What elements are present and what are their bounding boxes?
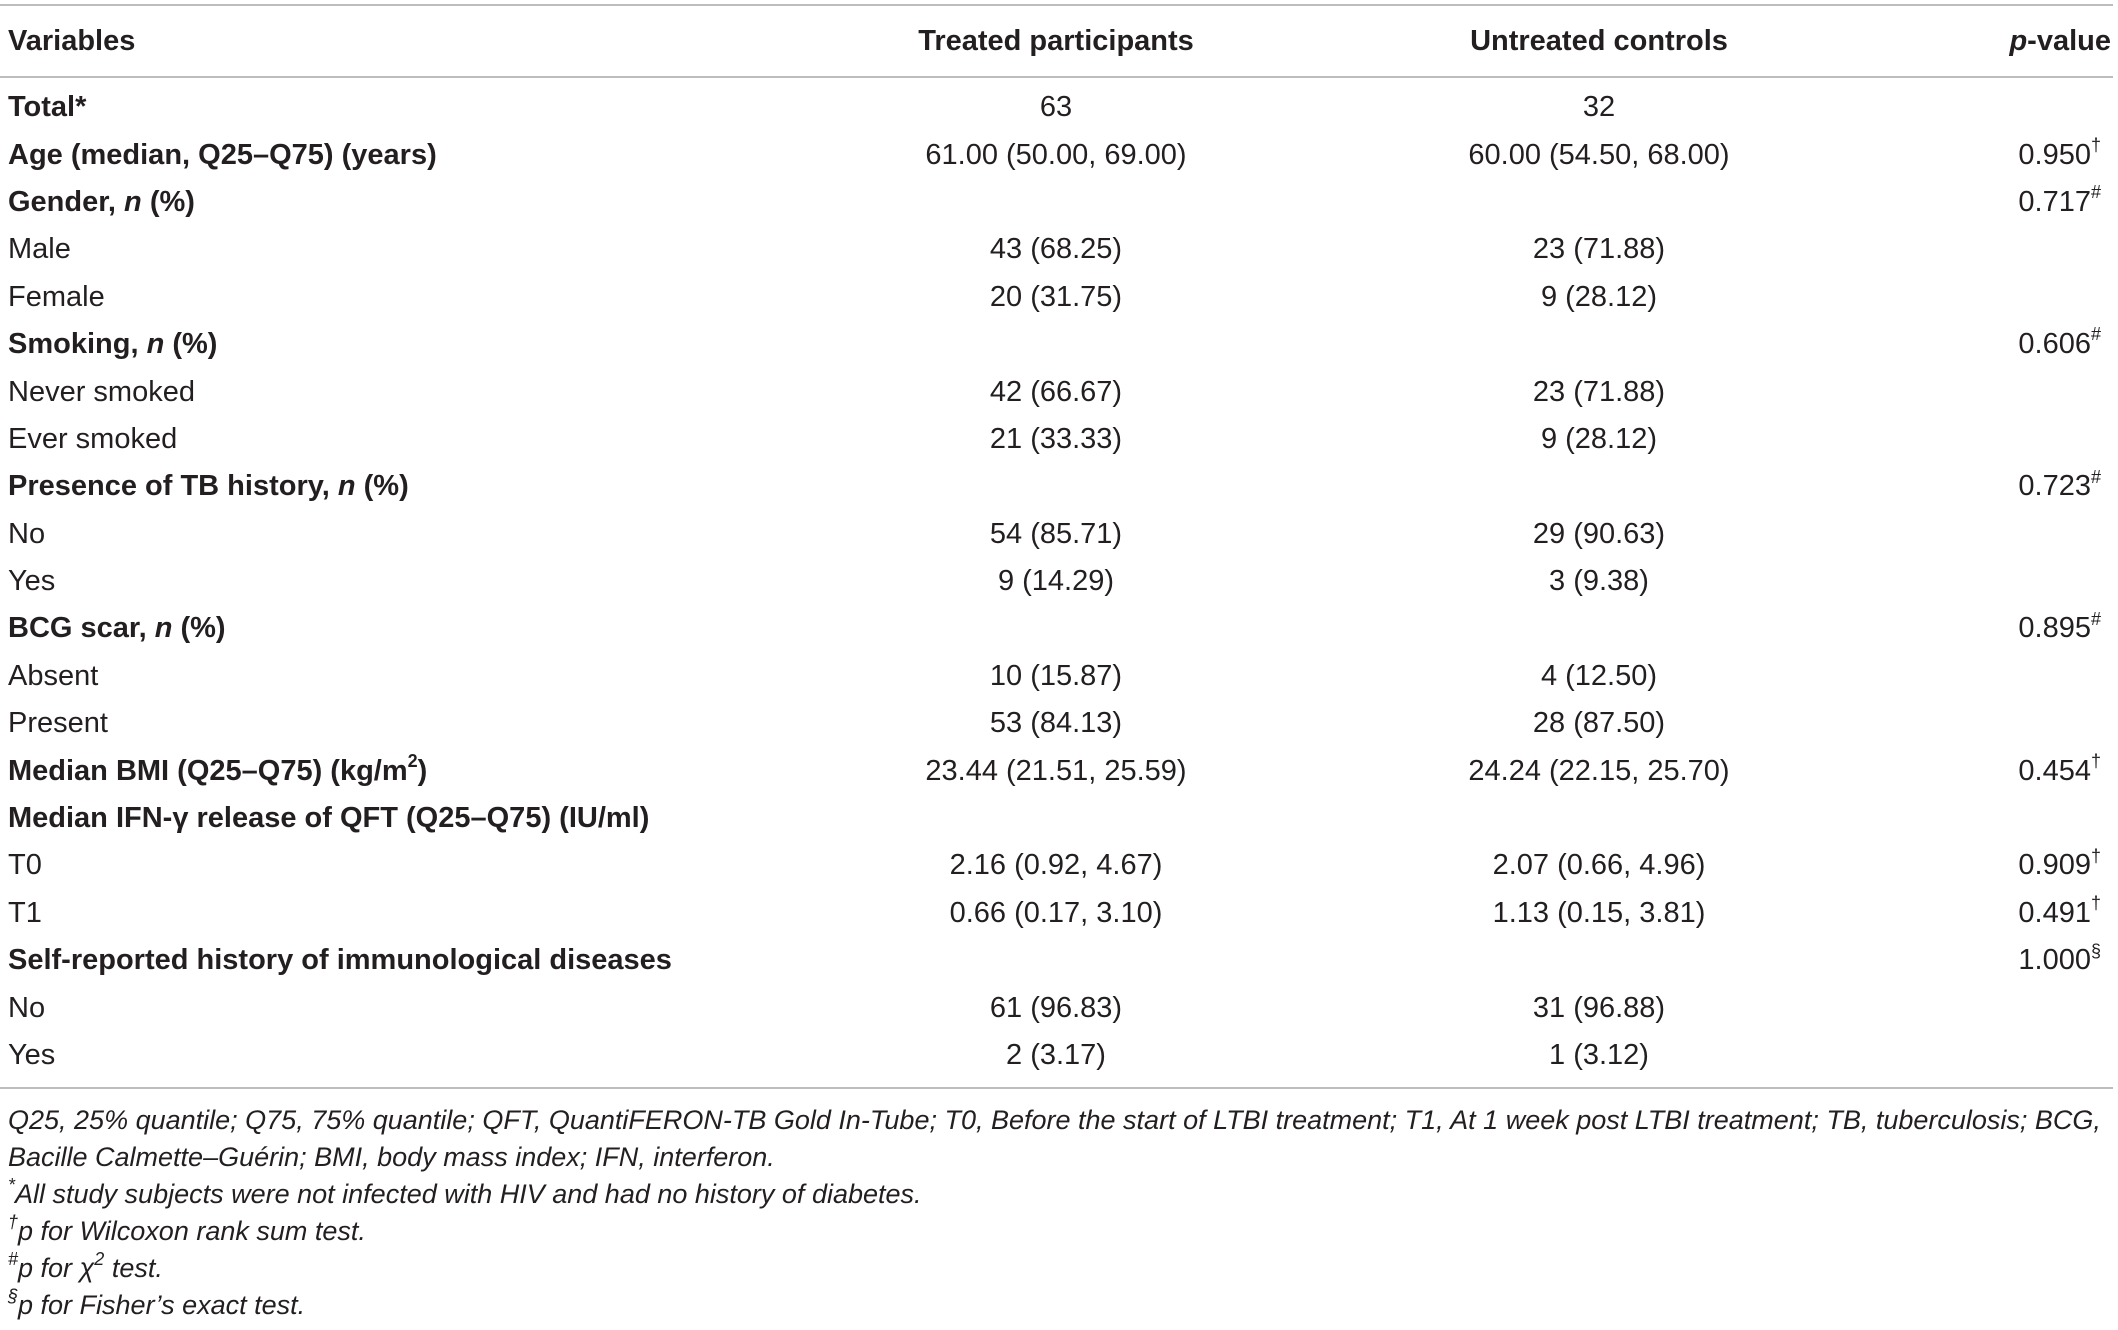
row-label-text: No [8,991,46,1024]
footnote-dagger-text: p for Wilcoxon rank sum test. [18,1216,366,1246]
table-body [0,77,2113,1088]
row-label-suffix: ) [417,754,428,787]
cell-treated: 61.00 (50.00, 69.00) [925,138,1187,171]
cell-untreated: 4 (12.50) [1540,659,1658,692]
row-label-italic: n [154,612,173,645]
row-label-text: Presence of TB history, [8,470,338,503]
p-value-text: 0.454 [2018,754,2091,787]
cell-treated: 21 (33.33) [989,422,1123,455]
table-row [0,131,2113,178]
cell-treated [828,321,1276,368]
cell-treated: 43 (68.25) [989,233,1123,266]
cell-treated: 2.16 (0.92, 4.67) [949,849,1163,882]
row-label-text: Yes [8,1039,56,1071]
footnote-section-text: p for Fisher’s exact test. [18,1290,306,1320]
cell-p-value [1914,605,2113,652]
table-row [0,511,2113,558]
row-label [0,937,828,984]
p-value-mark: † [2090,751,2101,771]
cell-p-value [1914,274,2113,321]
row-label [0,842,828,889]
footnote-abbreviations: Q25, 25% quantile; Q75, 75% quantile; QFT, QuantiFERON-TB Gold In-Tube; T0, Before the start of LTBI treatment; T1, At 1 week post LTBI treatment; TB, tuberculosis; BCG, Bacille Calmette–Guérin; BMI, body mass index; IFN, interferon. [8,1105,2101,1172]
header-p-suffix: -value [2027,24,2111,57]
p-value-mark: † [2090,134,2101,155]
table-row [0,463,2113,510]
table-row [0,274,2113,321]
row-label [0,890,828,937]
header-p-value [1914,5,2113,77]
row-label-text: Median IFN-γ release of QFT (Q25–Q75) (IU/ml) [8,802,650,835]
cell-untreated: 1.13 (0.15, 3.81) [1492,896,1706,929]
table-row [0,937,2113,984]
cell-untreated: 29 (90.63) [1532,517,1666,550]
row-label [0,511,828,558]
row-label-suffix: (%) [164,328,218,361]
cell-p-value [1914,984,2113,1031]
cell-untreated [1276,463,1914,510]
table-row [0,700,2113,747]
cell-p-value [1914,463,2113,510]
footnote-hash [8,1250,2108,1287]
cell-p-value [1914,842,2113,889]
p-value-text: 0.723 [2018,470,2091,503]
footnote-section [8,1287,2108,1324]
cell-treated: 63 [1039,91,1073,124]
table-row [0,795,2113,842]
cell-treated: 0.66 (0.17, 3.10) [949,896,1163,929]
p-value-mark: # [2090,466,2101,487]
cell-p-value [1914,416,2113,463]
cell-treated [828,463,1276,510]
p-value-mark: # [2090,324,2101,345]
row-label [0,131,828,178]
header-row [0,5,2113,77]
footnote-section-mark: § [8,1286,19,1306]
p-value-text: 0.909 [2018,849,2091,882]
cell-p-value [1914,747,2113,794]
cell-p-value [1914,368,2113,415]
table-footnotes [8,1102,2108,1324]
cell-treated: 61 (96.83) [989,991,1123,1024]
table-row [0,416,2113,463]
cell-untreated [1276,321,1914,368]
table-row [0,653,2113,700]
table-row [0,1032,2113,1088]
row-label [0,321,828,368]
cell-p-value [1914,131,2113,178]
footnote-star-mark: * [8,1175,16,1195]
row-label-text: Gender, [8,185,125,218]
row-label [0,747,828,794]
footnote-hash-sup: 2 [94,1249,105,1269]
row-label-text: Absent [8,659,99,692]
row-label-text: Never smoked [8,375,195,408]
table-row [0,890,2113,937]
header-p-italic: p [2009,24,2028,57]
p-value-mark: # [2090,182,2101,203]
row-label [0,274,828,321]
cell-p-value [1914,937,2113,984]
table-row [0,558,2113,605]
footnote-star [8,1176,2108,1213]
table-row [0,77,2113,131]
cell-untreated: 31 (96.88) [1532,991,1666,1024]
header-variables: Variables [0,5,828,77]
cell-treated [828,605,1276,652]
cell-treated: 23.44 (21.51, 25.59) [925,754,1187,787]
table-header [0,5,2113,77]
row-label-superscript: 2 [407,751,418,771]
cell-treated: 53 (84.13) [989,707,1123,740]
table-row [0,984,2113,1031]
cell-p-value [1914,700,2113,747]
row-label-text: Self-reported history of immunological diseases [8,944,672,977]
row-label [0,653,828,700]
cell-p-value [1914,558,2113,605]
cell-untreated: 9 (28.12) [1540,422,1658,455]
cell-untreated: 28 (87.50) [1532,707,1666,740]
row-label-text: Male [8,233,71,266]
row-label-text: Yes [8,565,56,598]
p-value-text: 0.491 [2018,896,2091,929]
cell-treated: 2 (3.17) [828,1032,1276,1088]
cell-untreated: 23 (71.88) [1532,375,1666,408]
p-value-text: 0.895 [2018,612,2091,645]
row-label [0,700,828,747]
footnote-dagger-mark: † [8,1212,19,1232]
row-label-suffix: (%) [355,470,409,503]
footnote-hash-mark: # [8,1249,19,1269]
p-value-mark: † [2090,893,2101,914]
row-label [0,1032,828,1088]
row-label-text: Present [8,707,108,740]
cell-treated: 9 (14.29) [997,565,1115,598]
cell-untreated: 32 [1582,91,1616,124]
cell-untreated [1276,795,1914,842]
row-label [0,984,828,1031]
row-label [0,226,828,273]
cell-untreated [1276,937,1914,984]
row-label [0,463,828,510]
row-label-italic: n [146,328,165,361]
row-label-text: Age (median, Q25–Q75) (years) [8,138,437,171]
row-label [0,558,828,605]
cell-p-value [1914,179,2113,226]
cell-treated: 42 (66.67) [989,375,1123,408]
row-label-suffix: (%) [141,185,195,218]
p-value-text: 1.000 [2018,944,2091,977]
cell-p-value [1914,77,2113,131]
row-label-text: Median BMI (Q25–Q75) (kg/m [8,754,408,787]
footnote-hash-post: test. [104,1253,163,1283]
footnote-dagger [8,1213,2108,1250]
table-row [0,605,2113,652]
cell-untreated [1276,179,1914,226]
row-label-text: T0 [8,849,42,882]
header-treated: Treated participants [828,5,1276,77]
table-row [0,179,2113,226]
cell-untreated: 60.00 (54.50, 68.00) [1468,138,1730,171]
row-label [0,77,828,131]
table-row [0,747,2113,794]
row-label [0,179,828,226]
cell-p-value [1914,653,2113,700]
footnote-star-text: All study subjects were not infected with HIV and had no history of diabetes. [15,1179,922,1209]
cell-treated: 20 (31.75) [989,280,1123,313]
cell-treated: 54 (85.71) [989,517,1123,550]
cell-treated [828,179,1276,226]
row-label-italic: n [124,185,142,218]
cell-p-value [1914,890,2113,937]
row-label [0,416,828,463]
cell-untreated: 23 (71.88) [1532,233,1666,266]
cell-p-value [1914,795,2113,842]
row-label-text: Female [8,280,105,313]
cell-p-value [1914,1032,2113,1088]
row-label [0,605,828,652]
table-row [0,368,2113,415]
cell-untreated: 3 (9.38) [1549,565,1649,598]
header-untreated: Untreated controls [1276,5,1914,77]
row-label-text: Total* [8,91,87,124]
p-value-text: 0.717 [2018,185,2091,218]
data-table [0,4,2113,1089]
row-label [0,795,828,842]
table-row [0,321,2113,368]
row-label [0,368,828,415]
cell-p-value [1914,511,2113,558]
cell-treated [828,795,1276,842]
table-row [0,226,2113,273]
cell-untreated: 1 (3.12) [1276,1032,1914,1088]
table-row [0,842,2113,889]
cell-p-value [1914,226,2113,273]
p-value-mark: # [2090,608,2101,629]
row-label-text: BCG scar, [8,612,155,645]
cell-treated: 10 (15.87) [989,659,1123,692]
cell-untreated [1276,605,1914,652]
p-value-mark: § [2090,940,2101,961]
row-label-suffix: (%) [172,612,226,645]
row-label-text: No [8,517,46,550]
row-label-italic: n [337,470,356,503]
row-label-text: T1 [8,896,42,929]
row-label-text: Ever smoked [8,422,178,455]
p-value-mark: † [2090,845,2101,866]
cell-untreated: 2.07 (0.66, 4.96) [1492,849,1706,882]
row-label-text: Smoking, [8,328,147,361]
cell-untreated: 24.24 (22.15, 25.70) [1468,754,1730,787]
cell-p-value [1914,321,2113,368]
p-value-text: 0.950 [2018,138,2091,171]
footnote-hash-text: p for χ [18,1253,95,1283]
cell-treated [828,937,1276,984]
p-value-text: 0.606 [2018,328,2091,361]
cell-untreated: 9 (28.12) [1540,280,1658,313]
